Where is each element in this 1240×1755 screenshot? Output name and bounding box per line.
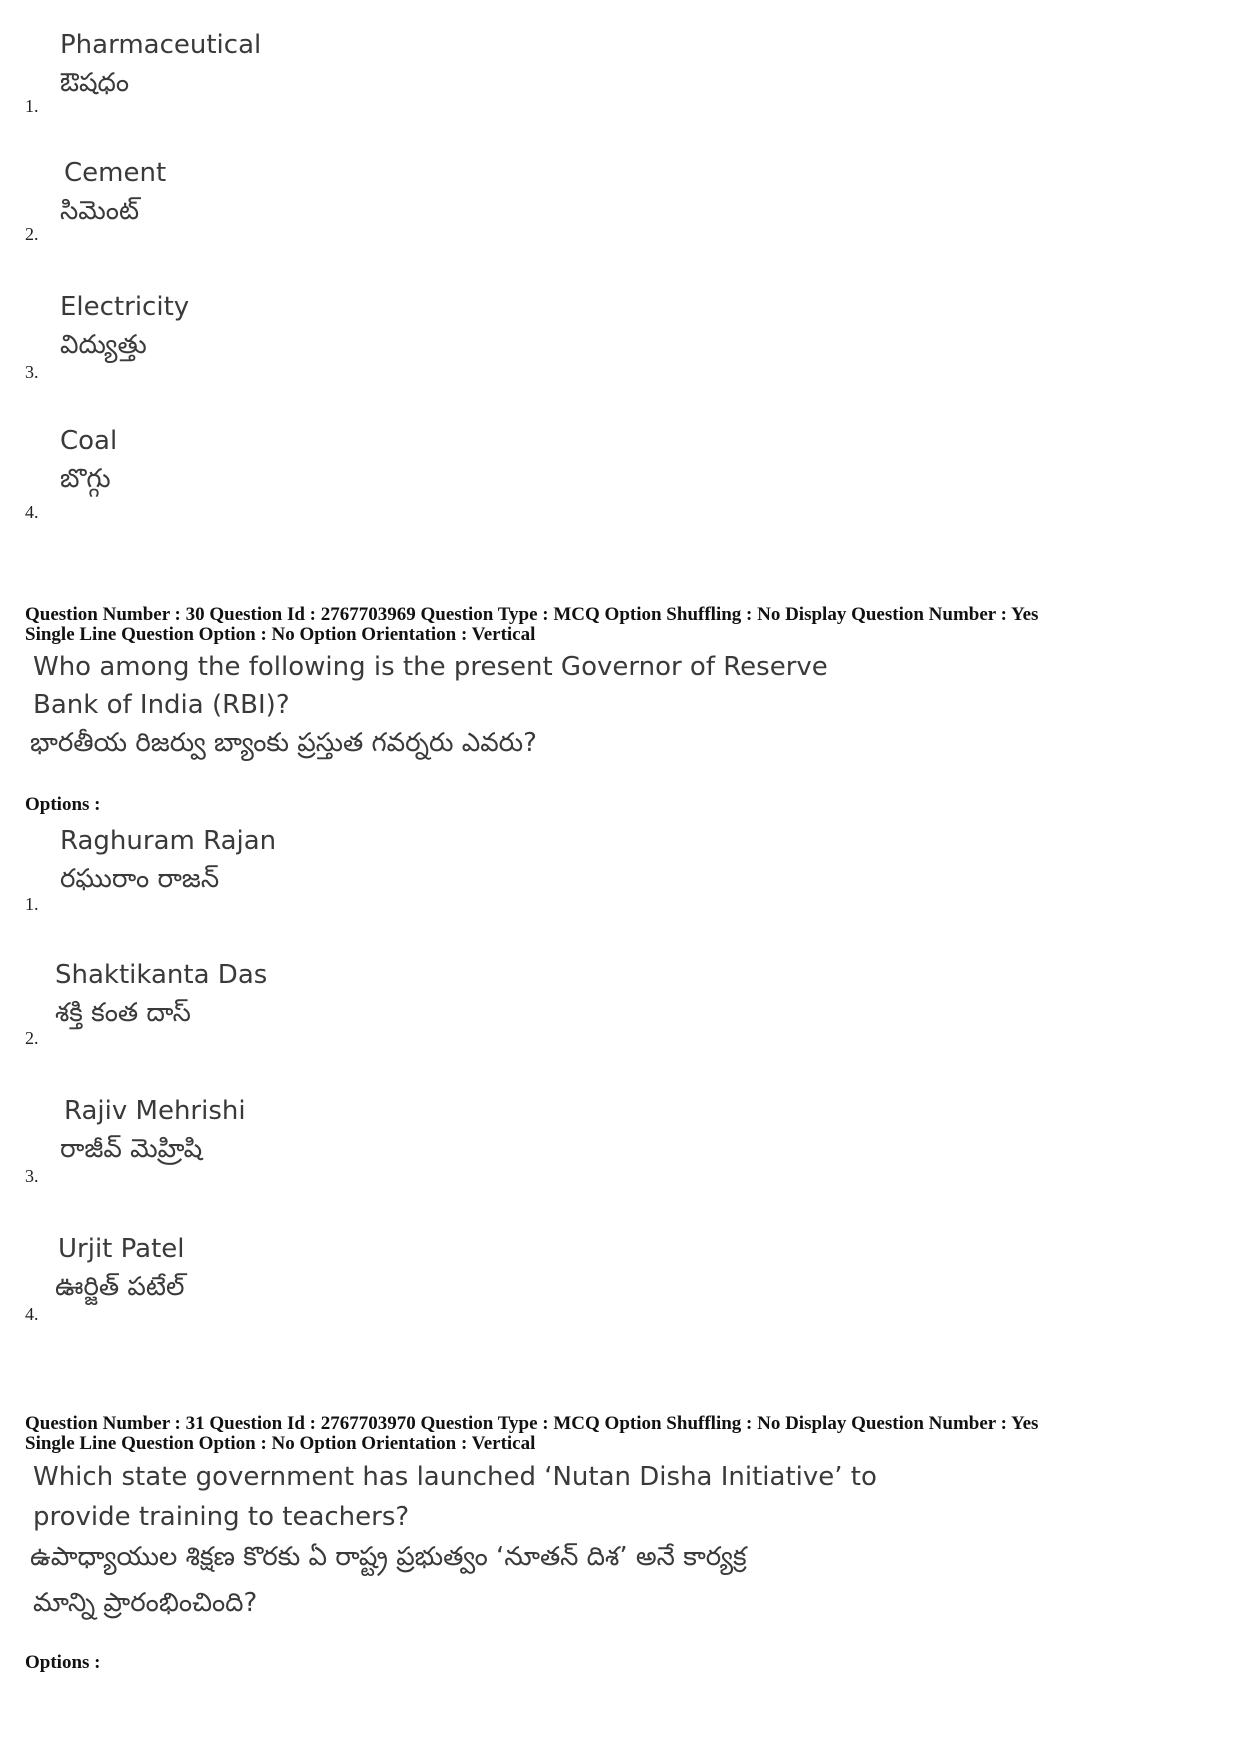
option-number: 2.	[25, 224, 39, 244]
question-31-text-te-line1: ఉపాధ్యాయుల శిక్షణ కొరకు ఏ రాష్ట్ర ప్రభుత్వం ‘నూతన్ దిశ’ అనే కార్యక్ర	[30, 1542, 747, 1572]
question-30-meta-line1: Question Number : 30 Question Id : 2767703969 Question Type : MCQ Option Shuffling : No Display Question Number : Yes	[25, 604, 1039, 625]
question-30-text-en-line2: Bank of India (RBI)?	[33, 690, 290, 720]
question-31-text-en-line2: provide training to teachers?	[33, 1502, 410, 1532]
question-30-text-te-line1: భారతీయ రిజర్వు బ్యాంకు ప్రస్తుత గవర్నరు ఎవరు?	[30, 728, 537, 758]
q30-option-4[interactable]	[0, 1234, 1240, 1344]
option-number: 3.	[25, 1166, 39, 1186]
option-telugu: బొగ్గు	[60, 464, 111, 494]
option-telugu: విద్యుత్తు	[60, 330, 147, 360]
q30-option-1[interactable]	[0, 826, 1240, 936]
option-english: Coal	[60, 426, 118, 456]
question-30-options-label: Options :	[25, 794, 101, 815]
option-number: 3.	[25, 362, 39, 382]
option-telugu: సిమెంట్	[60, 196, 140, 226]
question-31-options-label: Options :	[25, 1652, 101, 1673]
option-telugu: శక్తి కంత దాస్	[55, 998, 191, 1028]
question-31-text-en-line1: Which state government has launched ‘Nutan Disha Initiative’ to	[33, 1462, 877, 1492]
question-30-text-en-line1: Who among the following is the present Governor of Reserve	[33, 652, 828, 682]
option-english: Pharmaceutical	[60, 30, 262, 60]
prev-option-4	[0, 426, 1240, 536]
option-english: Shaktikanta Das	[55, 960, 268, 990]
option-number: 2.	[25, 1028, 39, 1048]
option-number: 4.	[25, 1304, 39, 1324]
option-telugu: రాజీవ్ మెహ్రిషి	[60, 1134, 203, 1164]
q30-option-3[interactable]	[0, 1096, 1240, 1206]
option-number: 1.	[25, 96, 39, 116]
option-number: 1.	[25, 894, 39, 914]
q30-option-2[interactable]	[0, 960, 1240, 1070]
question-30-meta-line2: Single Line Question Option : No Option Orientation : Vertical	[25, 624, 536, 645]
option-english: Urjit Patel	[58, 1234, 185, 1264]
question-31-text-te-line2: మాన్ని ప్రారంభించింది?	[33, 1588, 258, 1618]
question-31-meta-line1: Question Number : 31 Question Id : 2767703970 Question Type : MCQ Option Shuffling : No Display Question Number : Yes	[25, 1413, 1039, 1434]
option-telugu: ఊర్జిత్ పటేల్	[55, 1272, 185, 1302]
prev-option-2	[0, 158, 1240, 268]
prev-option-1	[0, 30, 1240, 140]
option-english: Electricity	[60, 292, 190, 322]
option-english: Rajiv Mehrishi	[64, 1096, 246, 1126]
option-telugu: రఘురాం రాజన్	[60, 864, 220, 894]
prev-option-3	[0, 292, 1240, 402]
option-english: Cement	[64, 158, 167, 188]
question-31-meta-line2: Single Line Question Option : No Option Orientation : Vertical	[25, 1433, 536, 1454]
option-number: 4.	[25, 502, 39, 522]
option-english: Raghuram Rajan	[60, 826, 277, 856]
option-telugu: ఔషధం	[60, 68, 130, 98]
